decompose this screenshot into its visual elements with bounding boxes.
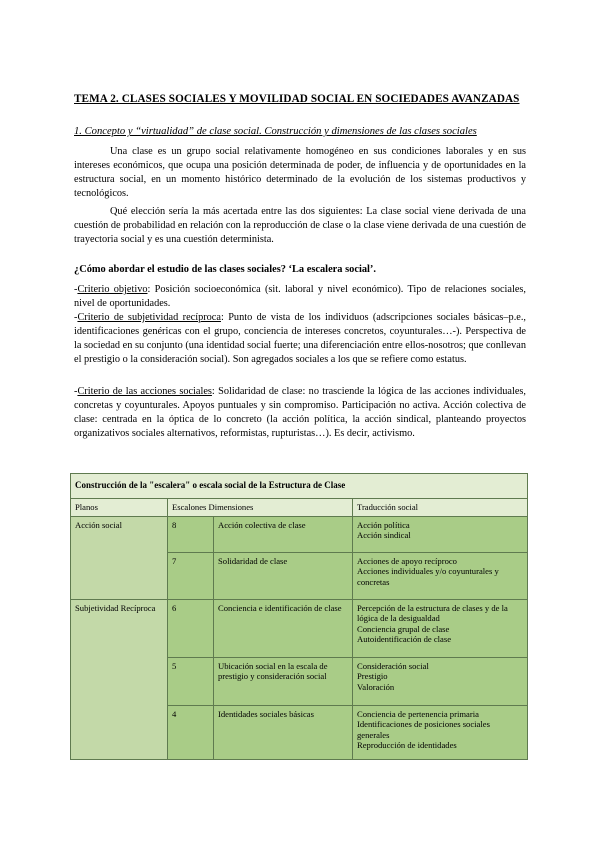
dimension-cell: Solidaridad de clase <box>214 552 353 599</box>
translation-cell <box>353 552 528 599</box>
translation-line: Acción política <box>357 519 410 530</box>
column-header-escalones: Escalones Dimensiones <box>168 499 353 517</box>
dimension-cell: Identidades sociales básicas <box>214 705 353 759</box>
table-row <box>71 516 528 552</box>
section-subtitle: 1. Concepto y “virtualidad” de clase social. Construcción y dimensiones de las clases sociales <box>74 126 477 137</box>
text-criterio-objetivo: : Posición socioeconómica (sit. laboral y nivel económico). Tipo de relaciones sociales, nivel de oportunidades. <box>74 284 526 309</box>
paragraph-question: Qué elección sería la más acertada entre las dos siguientes: La clase social viene derivada de una cuestión de probabilidad en relación con la reproducción de clase o la clase viene derivada de una cuestión de trayectoria social y es una cuestión determinista. <box>74 206 526 245</box>
section-heading-ladder: ¿Cómo abordar el estudio de las clases sociales? ‘La escalera social’. <box>74 264 376 275</box>
dimension-cell: Acción colectiva de clase <box>214 516 353 552</box>
dimension-cell: Conciencia e identificación de clase <box>214 599 353 657</box>
step-number: 4 <box>168 705 214 759</box>
paragraph-definition: Una clase es un grupo social relativamente homogéneo en sus condiciones laborales y en sus intereses económicos, que ocupa una posición determinada de poder, de influencia y de oportunidades en la estructura social, en un momento histórico determinado de la evolución de los sistemas productivos y tecnológicos. <box>74 146 526 199</box>
plano-cell: Subjetividad Recíproca <box>71 599 168 759</box>
translation-line: Reproducción de identidades <box>357 740 457 751</box>
translation-line: Valoración <box>357 681 395 692</box>
translation-cell <box>353 705 528 759</box>
translation-line: Percepción de la estructura de clases y de la lógica de la desigualdad <box>357 602 508 624</box>
column-header-planos: Planos <box>71 499 168 517</box>
step-number: 5 <box>168 657 214 705</box>
translation-cell <box>353 516 528 552</box>
translation-line: Acciones individuales y/o coyunturales y concretas <box>357 566 499 587</box>
step-number: 8 <box>168 516 214 552</box>
text-criterio-acciones: : Solidaridad de clase: no trasciende la lógica de las acciones individuales, concretas y coyunturales. Apoyos puntuales y sin compromiso. Participación no activa. Acción colectiva de clase: centrada en la óptica de lo concreto (la acción política, la acción sindical, planteando proyectos organizativos sociales alternativos, reformistas, rupturistas…). Es decir, activismo. <box>74 386 526 439</box>
table-caption: Construcción de la "escalera" o escala social de la Estructura de Clase <box>71 474 528 499</box>
translation-line: Prestigio <box>357 671 388 682</box>
social-ladder-table <box>70 473 528 760</box>
translation-line: Acción sindical <box>357 530 411 541</box>
table-row <box>71 599 528 657</box>
translation-line: Conciencia de pertenencia primaria <box>357 708 479 719</box>
paragraph-criterio-reciproca: -Criterio de subjetividad recíproca: Punto de vista de los individuos (adscripciones sociales básicas–p.e., identificaciones genéricas con el grupo, conciencia de intereses concretos, coyunturales…-). Perspectiva de la sociedad en su conjunto (una identidad social fuerte; una diferenciación entre ellos-nosotros; que conllevan el prestigio o la consideración social). Son agregados sociales a los que se refiere como estatus. <box>74 312 526 365</box>
document-title: TEMA 2. CLASES SOCIALES Y MOVILIDAD SOCIAL EN SOCIEDADES AVANZADAS <box>74 93 520 105</box>
paragraph-criterio-acciones: -Criterio de las acciones sociales: Solidaridad de clase: no trasciende la lógica de las acciones individuales, concretas y coyunturales. Apoyos puntuales y sin compromiso. Participación no activa. Acción colectiva de clase: centrada en la óptica de lo concreto (la acción política, la acción sindical, planteando proyectos organizativos sociales alternativos, reformistas, rupturistas…). Es decir, activismo. <box>74 386 526 439</box>
label-criterio-reciproca: Criterio de subjetividad recíproca <box>77 312 221 323</box>
translation-line: Acciones de apoyo recíproco <box>357 555 457 566</box>
paragraph-criterio-objetivo: -Criterio objetivo: Posición socioeconómica (sit. laboral y nivel económico). Tipo de relaciones sociales, nivel de oportunidades. <box>74 284 526 309</box>
translation-line: Autoidentificación de clase <box>357 634 452 645</box>
label-criterio-acciones: Criterio de las acciones sociales <box>77 386 212 397</box>
translation-cell <box>353 599 528 657</box>
translation-line: Identificaciones de posiciones sociales generales <box>357 719 490 740</box>
label-criterio-objetivo: Criterio objetivo <box>77 284 148 295</box>
plano-cell: Acción social <box>71 516 168 599</box>
translation-line: Conciencia grupal de clase <box>357 623 450 634</box>
step-number: 6 <box>168 599 214 657</box>
column-header-traduccion: Traducción social <box>353 499 528 517</box>
step-number: 7 <box>168 552 214 599</box>
translation-line: Consideración social <box>357 660 429 671</box>
dimension-cell: Ubicación social en la escala de prestigio y consideración social <box>214 657 353 705</box>
text-criterio-reciproca: : Punto de vista de los individuos (adscripciones sociales básicas–p.e., identificaciones genéricas con el grupo, conciencia de intereses concretos, coyunturales…-). Perspectiva de la sociedad en su conjunto (una identidad social fuerte; una diferenciación entre ellos-nosotros; que conllevan el prestigio o la consideración social). Son agregados sociales a los que se refiere como estatus. <box>74 312 526 365</box>
translation-cell <box>353 657 528 705</box>
